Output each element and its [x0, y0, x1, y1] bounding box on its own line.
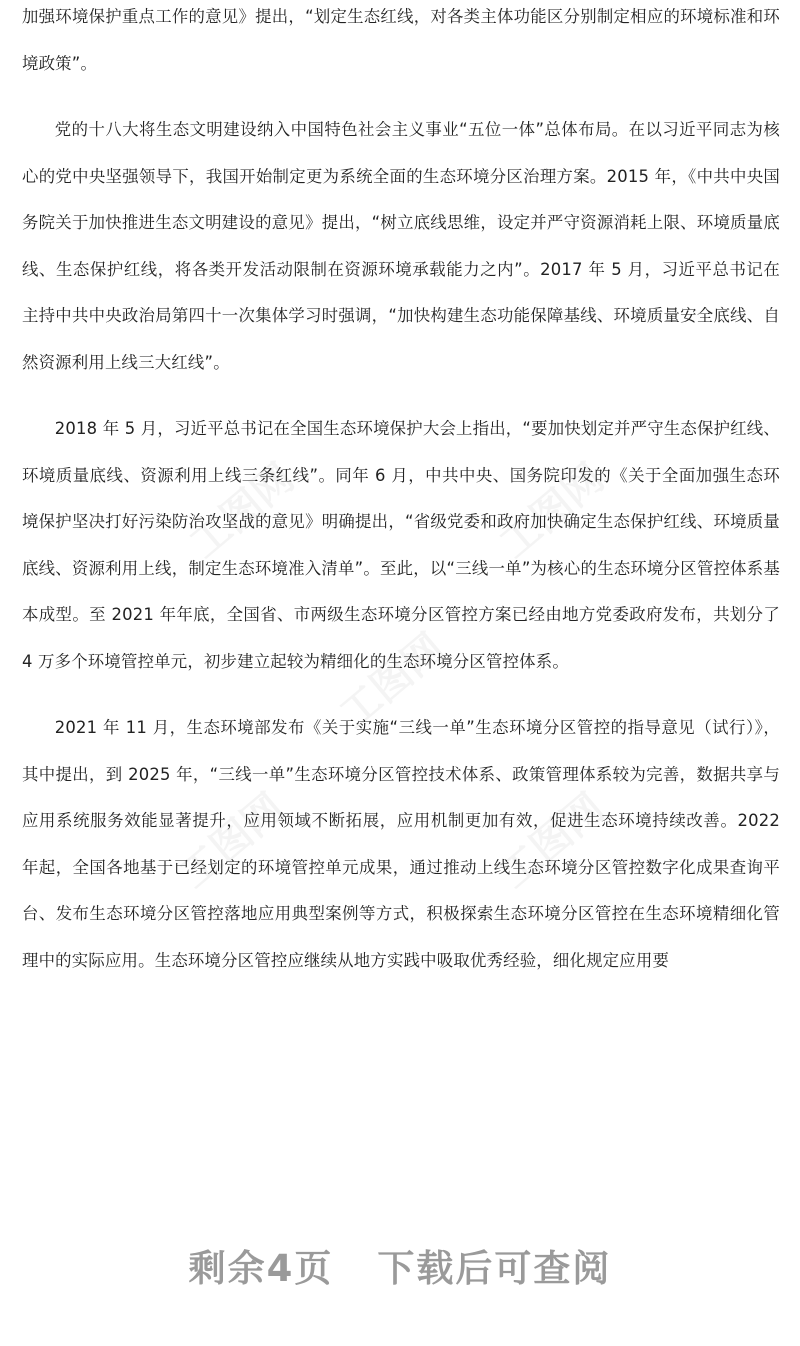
document-body	[22, 0, 780, 1004]
download-to-view-label: 下载后可查阅	[377, 1247, 612, 1290]
paragraph-2: 党的十八大将生态文明建设纳入中国特色社会主义事业“五位一体”总体布局。在以习近平同志为核心的党中央坚强领导下，我国开始制定更为系统全面的生态环境分区治理方案。2015 年，《中共中央国务院关于加快推进生态文明建设的意见》提出，“树立底线思维，设定并严守资源消耗上限、环境质量底线、生态保护红线，将各类开发活动限制在资源环境承载能力之内”。2017 年 5 月，习近平总书记在主持中共中央政治局第四十一次集体学习时强调，“加快构建生态功能保障基线、环境质量安全底线、自然资源利用上线三大红线”。	[22, 120, 780, 372]
download-prompt-banner[interactable]	[0, 1238, 800, 1292]
paragraph-1: 加强环境保护重点工作的意见》提出，“划定生态红线，对各类主体功能区分别制定相应的环境标准和环境政策”。	[22, 7, 780, 73]
watermark: 工图网	[181, 454, 303, 568]
watermark: 工图网	[491, 784, 613, 898]
watermark: 工图网	[331, 624, 453, 738]
paragraph-4: 2021 年 11 月，生态环境部发布《关于实施“三线一单”生态环境分区管控的指导意见（试行）》，其中提出，到 2025 年，“三线一单”生态环境分区管控技术体系、政策管理体系较为完善，数据共享与应用系统服务效能显著提升，应用领域不断拓展，应用机制更加有效，促进生态环境持续改善。2022 年起，全国各地基于已经划定的环境管控单元成果，通过推动上线生态环境分区管控数字化成果查询平台、发布生态环境分区管控落地应用典型案例等方式，积极探索生态环境分区管控在生态环境精细化管理中的实际应用。生态环境分区管控应继续从地方实践中吸取优秀经验，细化规定应用要	[22, 718, 780, 970]
paragraph-3: 2018 年 5 月，习近平总书记在全国生态环境保护大会上指出，“要加快划定并严守生态保护红线、环境质量底线、资源利用上线三条红线”。同年 6 月，中共中央、国务院印发的《关于全面加强生态环境保护坚决打好污染防治攻坚战的意见》明确提出，“省级党委和政府加快确定生态保护红线、环境质量底线、资源利用上线，制定生态环境准入清单”。至此，以“三线一单”为核心的生态环境分区管控体系基本成型。至 2021 年年底，全国省、市两级生态环境分区管控方案已经由地方党委政府发布，共划分了 4 万多个环境管控单元，初步建立起较为精细化的生态环境分区管控体系。	[22, 419, 780, 671]
watermark: 工图网	[171, 784, 293, 898]
watermark: 工图网	[491, 454, 613, 568]
remaining-pages-label: 剩余4页	[188, 1247, 334, 1290]
